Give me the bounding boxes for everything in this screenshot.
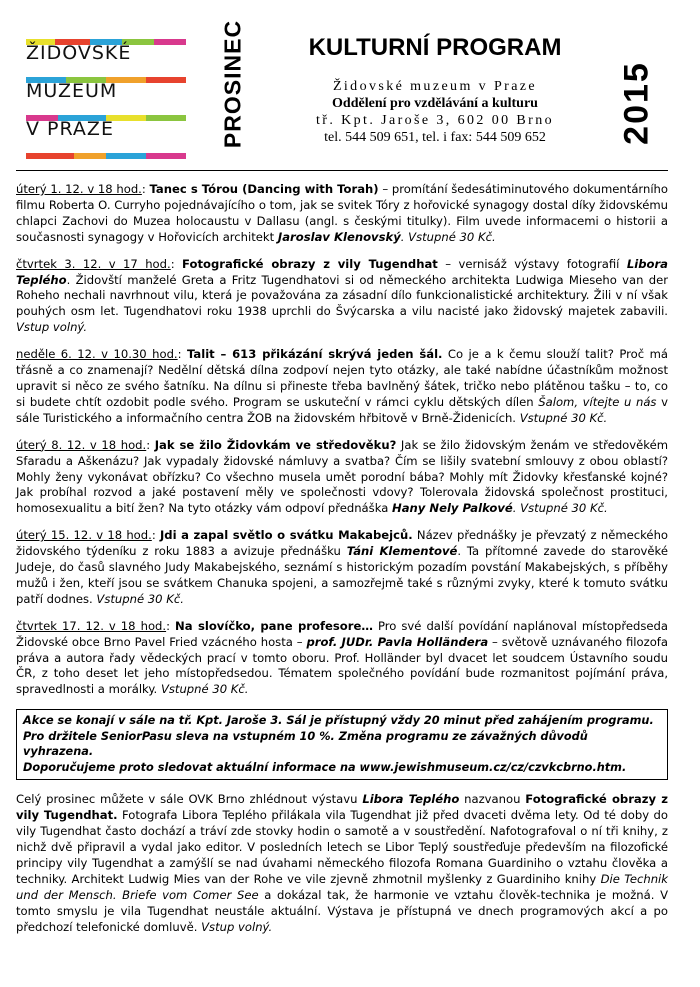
event-text: Co je a k čemu slouží talit? Proč má třásně a co znamenají? Nedělní dětská dílna zodpoví nejen tyto otázky, ale také nabídne účastníkům možnost upravit si něco ze svého šatníku. Na dílnu si přineste třeba bavlněný šátek, tričko nebo plátěnou tašku – to, co si budete chtít ozdobit podle svého. Program se uskuteční v rámci cyklu dětských dílen [16, 347, 668, 409]
event-entry: Vstupné 30 Kč. [519, 410, 608, 425]
event-text: – vernisáž výstavy fotografií [437, 256, 627, 271]
event-4: úterý 8. 12. v 18 hod.: Jak se žilo Židovkám ve středověku? Jak se žilo židovským ženám ve středověkém Sfaradu a Aškenázu? Jak vypadaly židovské námluvy a svatba? Čím se lišily svatební smlouvy z obou oblastí? Mohly ženy vykonávat obřízku? Co všechno musela umět porodní bába? Mohly mít Židovky křesťanské kojné? Jak probíhal rozvod a jaké postavení měly ve společnosti vdovy? Tolerovala židovská společnost prostituci, homosexualitu a bití žen? Na tyto otázky vám odpoví přednáška Hany Nely Palkové. Vstupné 30 Kč. [16, 437, 668, 516]
event-text: Pro své další povídání naplánoval místopředseda Židovské obce Brno Pavel Fried vzácného hosta – [16, 618, 669, 649]
event-title: Jdi a zapal světlo o svátku Makabejců. [159, 528, 413, 543]
event-entry: . Vstupné 30 Kč. [400, 229, 496, 244]
event-person: Táni Klementové [346, 544, 458, 559]
event-title: Na slovíčko, pane profesore… [175, 618, 373, 633]
org-name: Židovské muzeum v Praze [332, 79, 538, 94]
header-divider [16, 170, 668, 171]
event-person: Jaroslav Klenovský [277, 229, 401, 244]
event-1: úterý 1. 12. v 18 hod.: Tanec s Tórou (Dancing with Torah) – promítání šedesátiminutového dokumentárního filmu Roberta O. Curryho pojednávajícího o tom, jak se svitek Tóry z hořovické synagogy dostal díky židovskému chlapci Zachovi do Muzea holocaustu v Dallasu (angl. s českými titulky). Film uvede informacemi o historii a současnosti synagogy v Hořovicích architekt Jaroslav Klenovský. Vstupné 30 Kč. [16, 182, 668, 244]
logo-line-2: MUZEUM [26, 80, 118, 102]
notice-line: Akce se konají v sále na tř. Kpt. Jaroše 3. Sál je přístupný vždy 20 minut před zahájením programu. [23, 714, 654, 728]
logo-line-3: V PRAZE [26, 118, 114, 140]
event-person: prof. JUDr. Pavla Holländera [306, 634, 489, 649]
event-3: neděle 6. 12. v 10.30 hod.: Talit – 613 přikázání skrývá jeden šál. Co je a k čemu slouží talit? Proč má třásně a co znamenají? Nedělní dětská dílna zodpoví nejen tyto otázky, ale také nabídne účastníkům možnost upravit si něco ze svého šatníku. Na dílnu si přineste třeba bavlněný šátek, tričko nebo plátěnou tašku – to, co si budete chtít ozdobit podle svého. Program se uskuteční v rámci cyklu dětských dílen Šalom, vítejte u nás v sále Turistického a informačního centra ŽOB na židovském hřbitově v Brně-Židenicích. Vstupné 30 Kč. [16, 347, 668, 425]
exhibition-text: nazvanou [459, 792, 526, 807]
event-text: Název přednášky je převzatý z německého židovského týdeníku z roku 1883 a avizuje přednášku [16, 528, 669, 559]
logo-color-bar-1 [26, 68, 186, 74]
year-vertical: 2015 [617, 61, 656, 145]
museum-logo [26, 30, 186, 154]
event-series: Šalom, vítejte u nás [538, 394, 657, 409]
program-title: KULTURNÍ PROGRAM [308, 34, 562, 61]
event-date: neděle 6. 12. v 10.30 hod. [16, 347, 178, 362]
event-text: – světově uznávaného filozofa práva a autora řady vědeckých prací v tomto oboru. Prof. Holländer byl dvacet let soudcem Ústavního soudu ČR, z toho deset let jeho místopředsedou. Tématem společného povídání bude rozmanitost pojímání práva, spravedlnosti a morálky. [16, 634, 668, 697]
event-entry: Vstup volný. [16, 320, 88, 335]
organization-block [270, 78, 600, 146]
month-vertical-title: PROSINEC [219, 19, 246, 149]
program-content [16, 182, 668, 946]
event-date: čtvrtek 17. 12. v 18 hod. [16, 618, 167, 633]
event-date: úterý 8. 12. v 18 hod. [16, 437, 147, 452]
event-title: Tanec s Tórou (Dancing with Torah) [149, 182, 379, 196]
exhibition-person: Libora Teplého [362, 792, 460, 807]
exhibition-book: Die Technik und der Mensch. Briefe vom Comer See [16, 871, 668, 902]
notice-line: Doporučujeme proto sledovat aktuální informace na www.jewishmuseum.cz/cz/czvkcbrno.htm. [23, 760, 627, 774]
event-2: čtvrtek 3. 12. v 17 hod.: Fotografické obrazy z vily Tugendhat – vernisáž výstavy fotografií Libora Teplého. Židovští manželé Greta a Fritz Tugendhatovi si od německého architekta Ludwiga Mieseho van der Roheho nechali navrhnout vilu, která je považována za zásadní dílo funkcionalistické architektury. Žili v ní však pouhých osm let. Tugendhatovi roku 1938 uprchli do Švýcarska a vilu nacisté jako židovský majetek zabavili. Vstup volný. [16, 256, 668, 335]
exhibition-text: Celý prosinec můžete v sále OVK Brno zhlédnout výstavu [16, 792, 363, 807]
org-address: tř. Kpt. Jaroše 3, 602 00 Brno [315, 113, 555, 128]
event-title: Talit – 613 přikázání skrývá jeden šál. [186, 347, 443, 362]
exhibition-title: Fotografické obrazy z vily Tugendhat. [16, 792, 668, 823]
logo-color-bar-bottom [26, 144, 186, 150]
event-text: . Ta přítomné zavede do starověké Judeje, do časů slavného Judy Makabejského, seznámí s historickým pozadím povstání Makabejských, s příběhy mužů i žen, kteří jsou se svátkem Chanuka spojeni, a samozřejmě také s různými zvyky, které k tomuto svátku patří dodnes. [16, 544, 668, 606]
event-text: – promítání šedesátiminutového dokumentárního filmu Roberta O. Curryho pojednávajícího o tom, jak se svitek Tóry z hořovické synagogy dostal díky židovskému chlapci Zachovi do Muzea holocaustu v Dallasu (angl. s českými titulky). Film uvede informacemi o historii a současnosti synagogy v Hořovicích architekt [16, 182, 668, 244]
event-entry: Vstupné 30 Kč. [96, 591, 184, 606]
logo-color-bar-top [26, 30, 186, 36]
event-text: Jak se žilo židovským ženám ve středověkém Sfaradu a Aškenázu? Jak vypadaly židovské námluvy a svatba? Čím se lišily svatební smlouvy z obou oblastí? Mohly ženy vykonávat obřízku? Co všechno musela umět porodní bába? Mohly mít Židovky křesťanské kojné? Jak probíhal rozvod a jaké postavení měly ve společnosti vdovy? Tolerovala židovská společnost prostituci, homosexualitu a bití žen? Na tyto otázky vám odpoví přednáška [16, 437, 668, 516]
event-text: v sále Turistického a informačního centra ŽOB na židovském hřbitově v Brně-Židenicích. [16, 394, 668, 425]
event-title: Jak se žilo Židovkám ve středověku? [154, 437, 397, 452]
event-person: Libora Teplého [16, 256, 668, 287]
org-phone: tel. 544 509 651, tel. i fax: 544 509 652 [324, 130, 546, 145]
event-entry: . Vstupné 30 Kč. [512, 501, 608, 516]
event-date: čtvrtek 3. 12. v 17 hod. [16, 256, 171, 271]
event-date: úterý 1. 12. v 18 hod. [16, 182, 142, 196]
exhibition-text: a dokázal tak, že harmonie ve vztahu člověk-technika je možná. V tomto smyslu je vila Tugendhat neustále aktuální. Výstava je přístupná ve dnech programových akcí a po předchozí telefonické domluvě. [16, 887, 668, 934]
org-department: Oddělení pro vzdělávání a kulturu [332, 96, 538, 111]
notice-line: Pro držitele SeniorPasu sleva na vstupném 10 %. Změna programu ze závažných důvodů vyhrazena. [23, 729, 588, 759]
event-title: Fotografické obrazy z vily Tugendhat [182, 256, 438, 271]
info-notice-box [16, 709, 668, 780]
event-date: úterý 15. 12. v 18 hod. [16, 528, 152, 543]
exhibition-text: Fotografa Libora Teplého přilákala vila Tugendhat již před dvaceti dvěma lety. Od té doby do vily Tugendhat často dochází a tráví zde stovky hodin o samotě a v soustředění. Nafotografoval o ní tři knihy, z nichž dvě připravil a vydal jako editor. V posledních letech se Libor Teplý soustřeďuje především na filozofické principy vily Tugendhat a zamýšlí se nad úvahami německého filozofa Romana Guardiniho o vztahu člověka a techniky. Architekt Ludwig Mies van der Rohe ve vile zjevně zhmotnil myšlenky z Guardiniho knihy [16, 808, 669, 886]
event-5: úterý 15. 12. v 18 hod.: Jdi a zapal světlo o svátku Makabejců. Název přednášky je převzatý z německého židovského týdeníku z roku 1883 a avizuje přednášku Táni Klementové. Ta přítomné zavede do starověké Judeje, do časů slavného Judy Makabejského, seznámí s historickým pozadím povstání Makabejských, s příběhy mužů i žen, kteří jsou se svátkem Chanuka spojeni, a samozřejmě také s různými zvyky, které k tomuto svátku patří dodnes. Vstupné 30 Kč. [16, 528, 669, 606]
event-6: čtvrtek 17. 12. v 18 hod.: Na slovíčko, pane profesore… Pro své další povídání naplánoval místopředseda Židovské obce Brno Pavel Fried vzácného hosta – prof. JUDr. Pavla Holländera – světově uznávaného filozofa práva a autora řady vědeckých prací v tomto oboru. Prof. Holländer byl dvacet let soudcem Ústavního soudu ČR, z toho deset let jeho místopředsedou. Tématem společného povídání bude rozmanitost pojímání práva, spravedlnosti a morálky. Vstupné 30 Kč. [16, 618, 669, 697]
logo-line-1: ŽIDOVSKÉ [26, 42, 132, 64]
event-text: . Židovští manželé Greta a Fritz Tugendhatovi si od německého architekta Ludwiga Mieseho van der Roheho nechali navrhnout vilu, která je považována za zásadní dílo funkcionalistické architektury. Žili v ní však pouhých osm let. Tugendhatovi roku 1938 uprchli do Švýcarska a vilu nacisté jako židovský majetek zabavili. [16, 272, 668, 319]
logo-color-bar-2 [26, 106, 186, 112]
exhibition-paragraph [16, 792, 668, 935]
event-person: Hany Nely Palkové [392, 501, 513, 516]
exhibition-entry: Vstup volný. [201, 919, 273, 934]
event-entry: Vstupné 30 Kč. [160, 682, 249, 697]
